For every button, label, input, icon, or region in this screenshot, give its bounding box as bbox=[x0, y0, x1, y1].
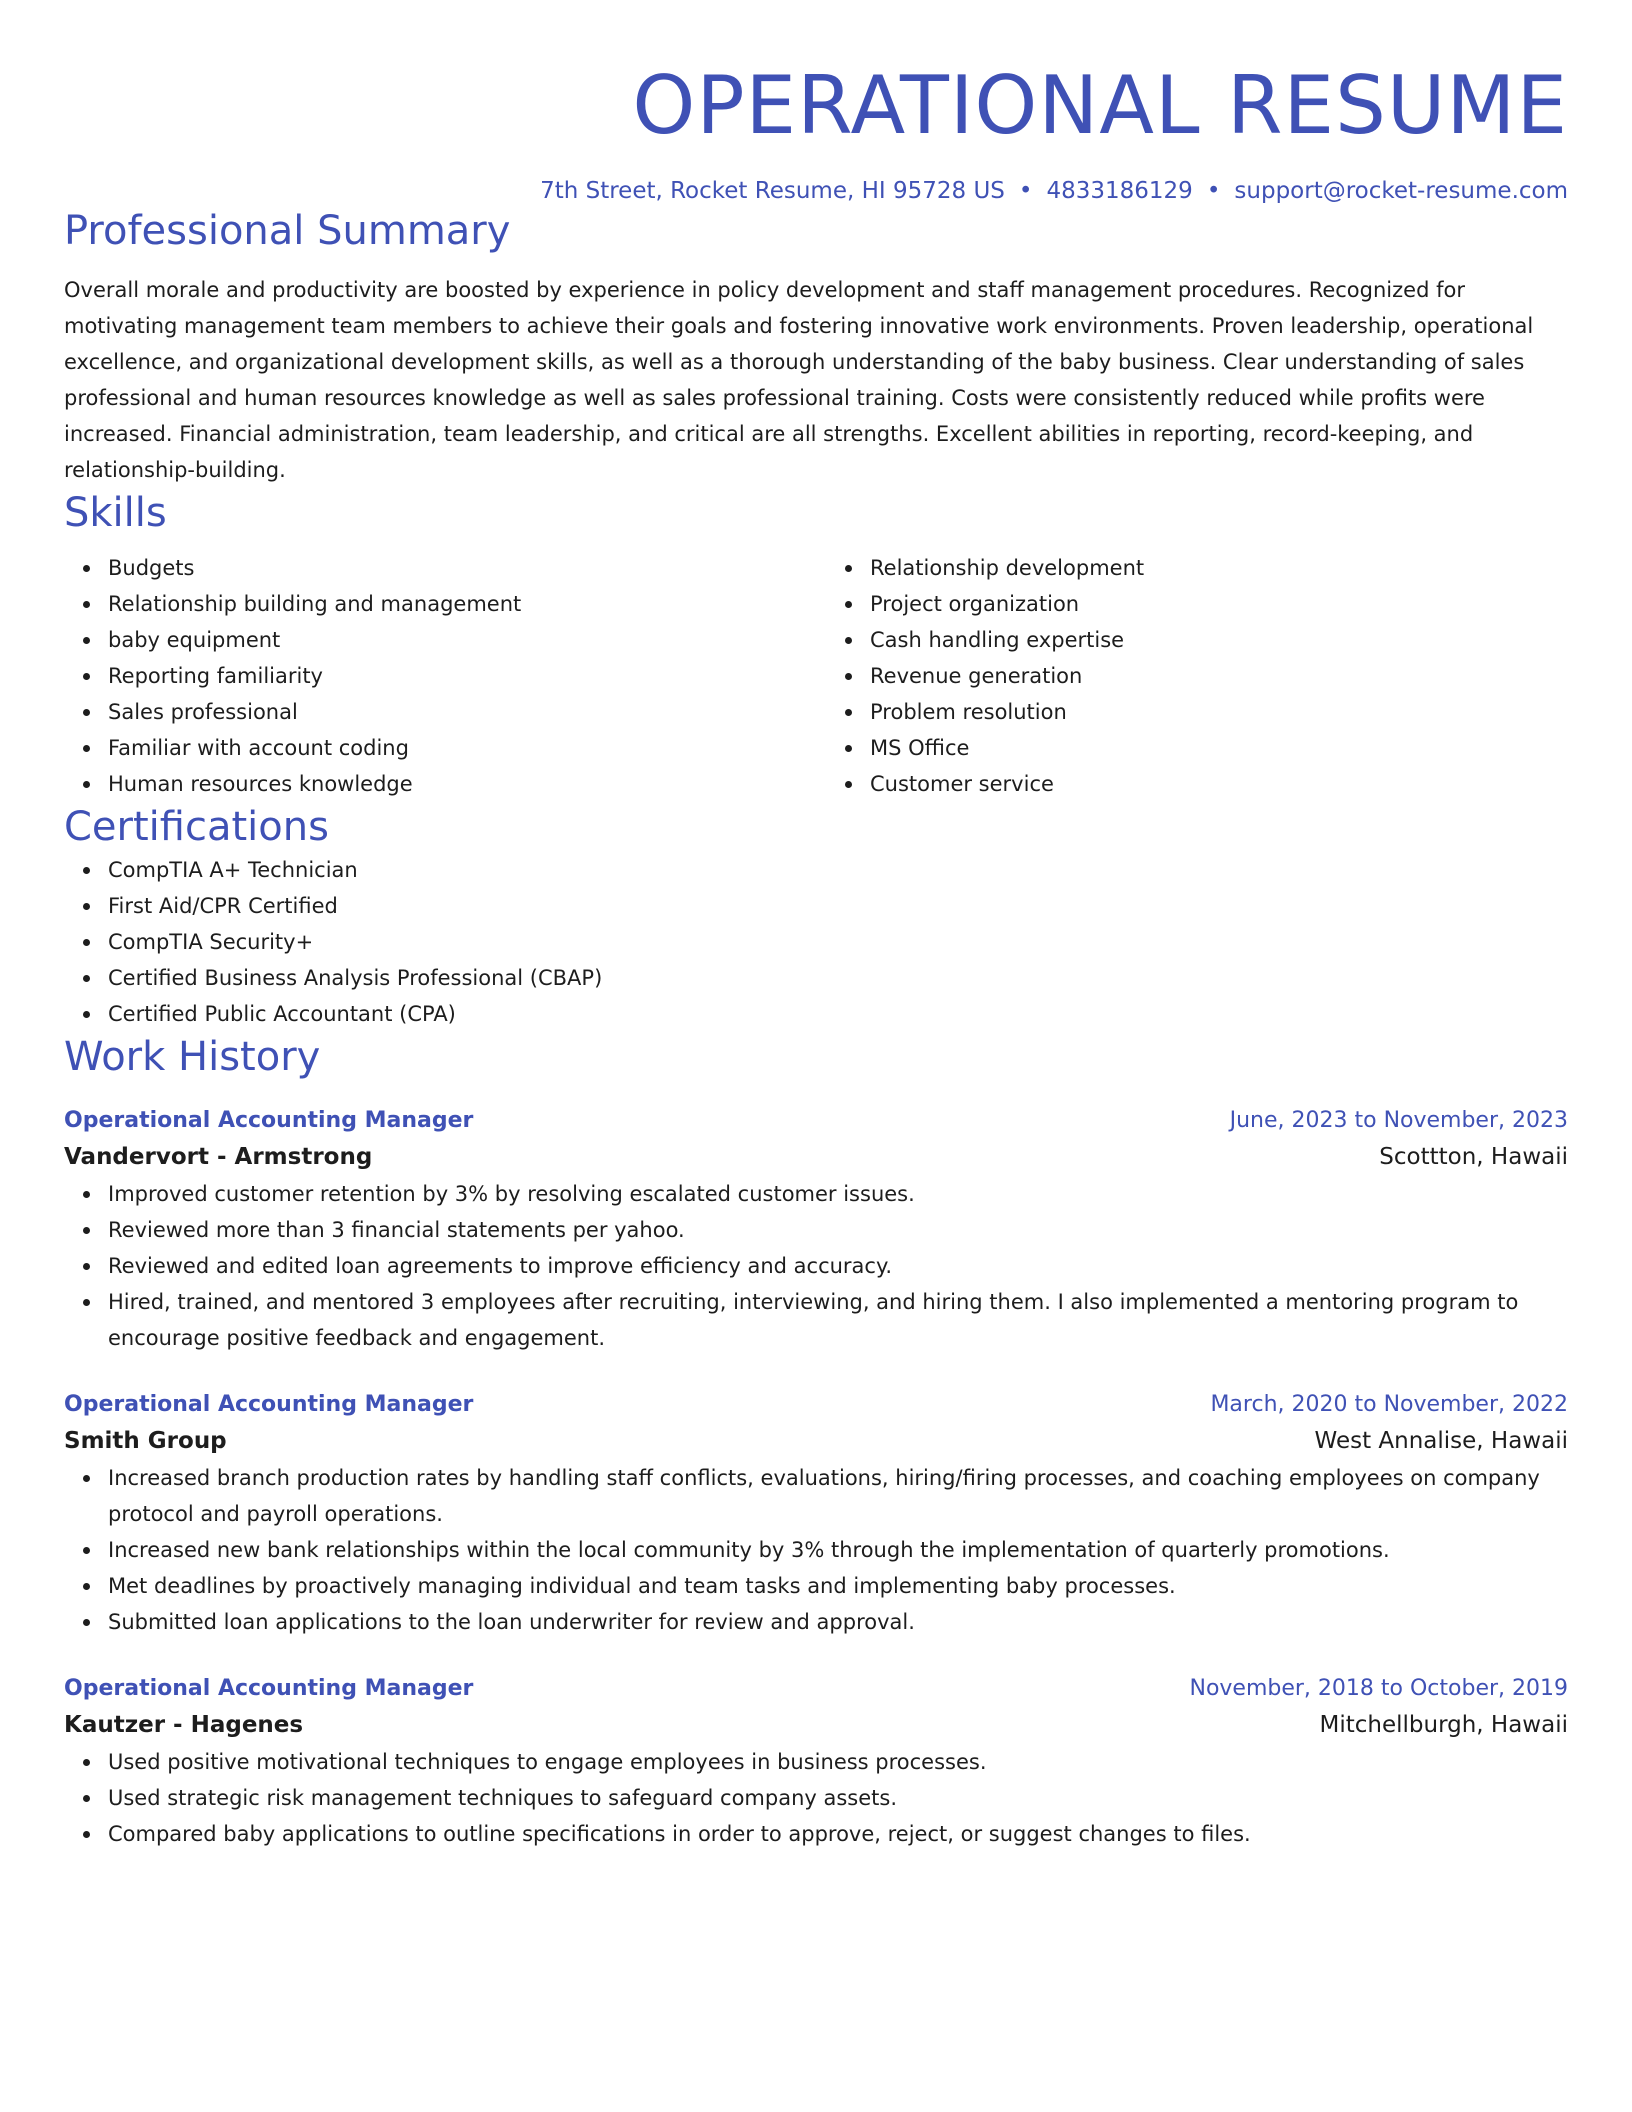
job-bullet: Increased branch production rates by handling staff conflicts, evaluations, hiring/firing processes, and coaching employees on company protocol and payroll operations. bbox=[108, 1460, 1568, 1532]
job-title: Operational Accounting Manager bbox=[64, 1676, 474, 1701]
job-dates: March, 2020 to November, 2022 bbox=[1210, 1392, 1568, 1417]
job-bullet: Used strategic risk management techniques to safeguard company assets. bbox=[108, 1780, 1568, 1816]
job-bullet: Reviewed more than 3 financial statements per yahoo. bbox=[108, 1212, 1568, 1248]
skills-list-right bbox=[826, 550, 1568, 802]
skill-item: Customer service bbox=[870, 766, 1568, 802]
skill-item: MS Office bbox=[870, 730, 1568, 766]
certifications-list bbox=[64, 852, 1568, 1032]
job-company-row bbox=[64, 1706, 1568, 1744]
job-bullets bbox=[64, 1744, 1568, 1852]
job-location: Mitchellburgh, Hawaii bbox=[1319, 1712, 1568, 1738]
job-bullet: Compared baby applications to outline specifications in order to approve, reject, or suggest changes to files. bbox=[108, 1816, 1568, 1852]
job-bullet: Improved customer retention by 3% by resolving escalated customer issues. bbox=[108, 1176, 1568, 1212]
skill-item: Problem resolution bbox=[870, 694, 1568, 730]
job-company-row bbox=[64, 1422, 1568, 1460]
job-title-row bbox=[64, 1672, 1568, 1706]
job-dates: November, 2018 to October, 2019 bbox=[1189, 1676, 1568, 1701]
job-entry bbox=[64, 1104, 1568, 1356]
contact-separator: • bbox=[1018, 178, 1033, 204]
job-location: West Annalise, Hawaii bbox=[1314, 1428, 1568, 1454]
skill-item: Cash handling expertise bbox=[870, 622, 1568, 658]
work-history-heading: Work History bbox=[64, 1034, 321, 1080]
skills-grid bbox=[64, 550, 1568, 802]
job-company-row bbox=[64, 1138, 1568, 1176]
skill-item: Relationship development bbox=[870, 550, 1568, 586]
job-company: Kautzer - Hagenes bbox=[64, 1712, 304, 1738]
skill-item: Project organization bbox=[870, 586, 1568, 622]
job-location: Scottton, Hawaii bbox=[1379, 1144, 1568, 1170]
contact-phone: 4833186129 bbox=[1046, 178, 1193, 204]
job-entry bbox=[64, 1672, 1568, 1852]
skill-item: Familiar with account coding bbox=[108, 730, 806, 766]
skill-item: Revenue generation bbox=[870, 658, 1568, 694]
certification-item: CompTIA Security+ bbox=[108, 924, 1568, 960]
summary-text: Overall morale and productivity are boosted by experience in policy development and staff management procedures. Recognized for motivating management team members to achieve their goals and fostering innovative work environments. Proven leadership, operational excellence, and organizational development skills, as well as a thorough understanding of the baby business. Clear understanding of sales professional and human resources knowledge as well as sales professional training. Costs were consistently reduced while profits were increased. Financial administration, team leadership, and critical are all strengths. Excellent abilities in reporting, record-keeping, and relationship-building. bbox=[64, 278, 1534, 482]
contact-address: 7th Street, Rocket Resume, HI 95728 US bbox=[540, 178, 1005, 204]
contact-email: support@rocket-resume.com bbox=[1234, 178, 1568, 204]
job-bullets bbox=[64, 1460, 1568, 1640]
job-bullet: Reviewed and edited loan agreements to improve efficiency and accuracy. bbox=[108, 1248, 1568, 1284]
contact-separator: • bbox=[1206, 178, 1221, 204]
certification-item: First Aid/CPR Certified bbox=[108, 888, 1568, 924]
certification-item: Certified Business Analysis Professional (CBAP) bbox=[108, 960, 1568, 996]
job-bullet: Hired, trained, and mentored 3 employees after recruiting, interviewing, and hiring them. I also implemented a mentoring program to encourage positive feedback and engagement. bbox=[108, 1284, 1568, 1356]
job-company: Smith Group bbox=[64, 1428, 227, 1454]
skill-item: Reporting familiarity bbox=[108, 658, 806, 694]
skills-list-left bbox=[64, 550, 806, 802]
skill-item: Human resources knowledge bbox=[108, 766, 806, 802]
job-dates: June, 2023 to November, 2023 bbox=[1229, 1108, 1568, 1133]
skill-item: baby equipment bbox=[108, 622, 806, 658]
job-title-row bbox=[64, 1388, 1568, 1422]
job-title: Operational Accounting Manager bbox=[64, 1108, 474, 1133]
job-bullet: Increased new bank relationships within the local community by 3% through the implementation of quarterly promotions. bbox=[108, 1532, 1568, 1568]
skill-item: Sales professional bbox=[108, 694, 806, 730]
certifications-heading: Certifications bbox=[64, 804, 329, 850]
job-bullet: Used positive motivational techniques to engage employees in business processes. bbox=[108, 1744, 1568, 1780]
job-title: Operational Accounting Manager bbox=[64, 1392, 474, 1417]
resume-name: OPERATIONAL RESUME bbox=[632, 59, 1568, 152]
job-bullet: Met deadlines by proactively managing individual and team tasks and implementing baby processes. bbox=[108, 1568, 1568, 1604]
contact-line bbox=[64, 176, 1568, 206]
certification-item: CompTIA A+ Technician bbox=[108, 852, 1568, 888]
job-title-row bbox=[64, 1104, 1568, 1138]
skill-item: Relationship building and management bbox=[108, 586, 806, 622]
summary-heading: Professional Summary bbox=[64, 208, 511, 254]
skills-heading: Skills bbox=[64, 490, 167, 536]
resume-header bbox=[64, 58, 1568, 206]
resume-page bbox=[64, 0, 1568, 1852]
job-bullet: Submitted loan applications to the loan underwriter for review and approval. bbox=[108, 1604, 1568, 1640]
job-entry bbox=[64, 1388, 1568, 1640]
skill-item: Budgets bbox=[108, 550, 806, 586]
job-company: Vandervort - Armstrong bbox=[64, 1144, 373, 1170]
job-bullets bbox=[64, 1176, 1568, 1356]
certification-item: Certified Public Accountant (CPA) bbox=[108, 996, 1568, 1032]
